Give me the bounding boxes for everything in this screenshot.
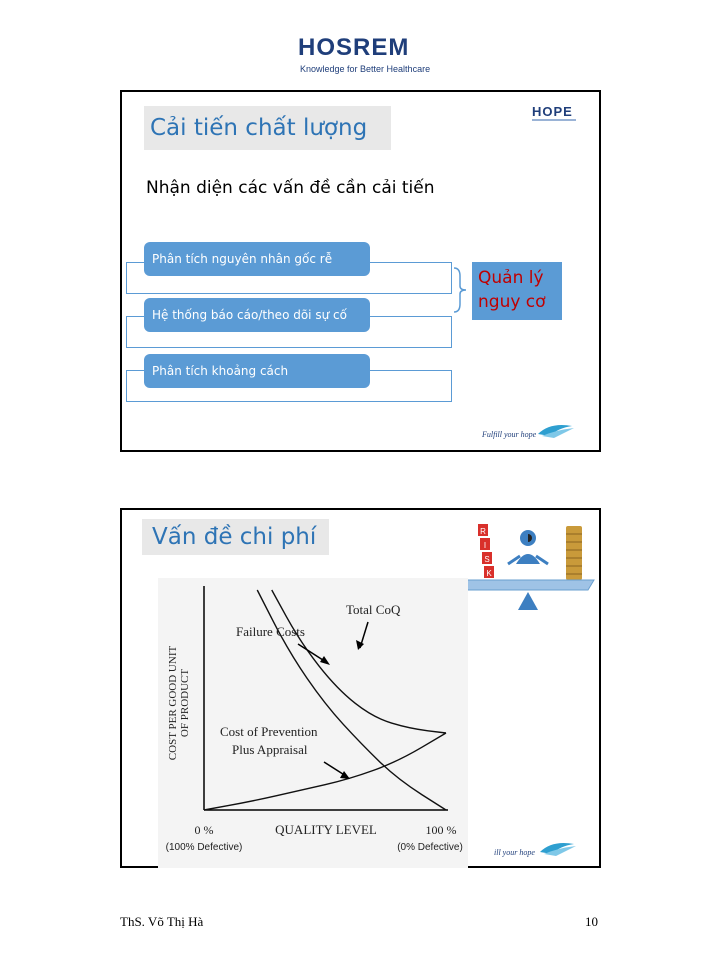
hope-logo-underline — [532, 119, 576, 121]
page-number: 10 — [585, 914, 598, 929]
risk-management-box — [472, 262, 562, 320]
x-tick-left-note: (100% Defective) — [165, 842, 243, 853]
figure-icon — [508, 530, 548, 564]
risk-letter-s: S — [484, 555, 490, 564]
risk-balance-illustration — [460, 520, 596, 610]
item-root-cause-analysis — [144, 242, 370, 276]
annotation-prevention-line-1: Cost of Prevention — [220, 724, 318, 739]
risk-letter-i: I — [483, 541, 487, 550]
slide1-title: Cải tiến chất lượng — [144, 106, 391, 150]
risk-blocks — [478, 524, 494, 578]
y-axis-label-line-1: COST PER GOOD UNIT — [167, 645, 179, 761]
hosrem-logo: HOSREM — [298, 34, 410, 61]
slide-cost-issue — [120, 508, 601, 868]
risk-line-2: nguy cơ — [478, 292, 546, 312]
slide1-subtitle: Nhận diện các vấn đề cần cải tiến — [146, 178, 435, 198]
x-tick-right: 100 % — [425, 823, 457, 837]
author-name: ThS. Võ Thị Hà — [120, 914, 204, 929]
item-incident-reporting — [144, 298, 370, 332]
item-label: Phân tích khoảng cách — [152, 364, 289, 378]
annotation-failure-costs: Failure Costs — [236, 624, 305, 639]
fulfill-tagline: Fulfill your hope — [482, 430, 537, 439]
item-label: Hệ thống báo cáo/theo dõi sự cố — [152, 308, 347, 322]
hope-logo: HOPE — [532, 104, 573, 119]
item-gap-analysis — [144, 354, 370, 388]
brace-icon — [452, 266, 472, 314]
cost-of-quality-chart — [158, 578, 468, 868]
item-label: Phân tích nguyên nhân gốc rễ — [152, 252, 333, 266]
coin-stack — [566, 526, 582, 580]
fulfill-tagline-2: ill your hope — [494, 848, 535, 857]
wave-logo-icon-2 — [538, 838, 578, 858]
slide-quality-improvement — [120, 90, 601, 452]
risk-line-1: Quản lý — [478, 268, 544, 288]
x-axis-label: QUALITY LEVEL — [275, 822, 377, 837]
annotation-prevention-line-2: Plus Appraisal — [232, 742, 308, 757]
risk-letter-r: R — [480, 527, 486, 536]
y-axis-label-line-2: OF PRODUCT — [179, 668, 191, 738]
slide2-title: Vấn đề chi phí — [142, 519, 329, 555]
wave-logo-icon — [536, 420, 576, 440]
risk-letter-k: K — [486, 569, 492, 578]
hosrem-tagline: Knowledge for Better Healthcare — [300, 64, 431, 74]
x-tick-left: 0 % — [194, 823, 214, 837]
annotation-total-coq: Total CoQ — [346, 602, 401, 617]
x-tick-right-note: (0% Defective) — [397, 842, 463, 853]
